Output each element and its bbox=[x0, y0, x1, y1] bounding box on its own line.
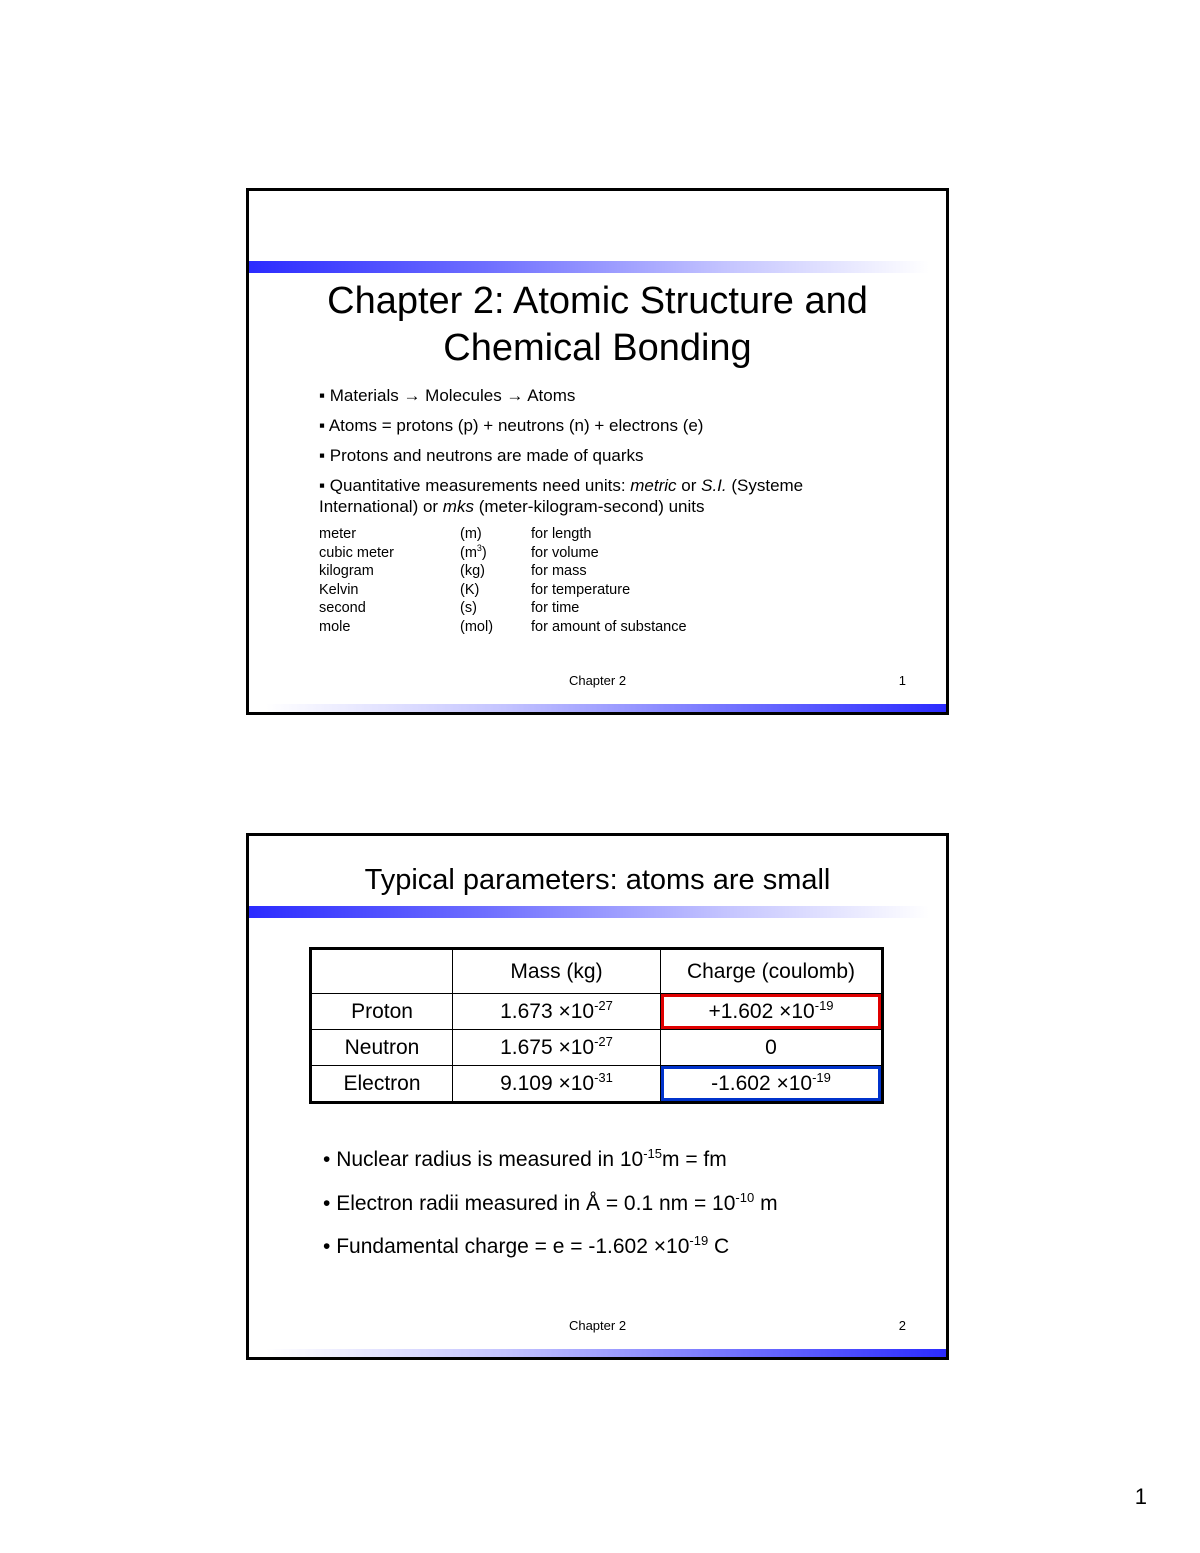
mass-cell bbox=[453, 1030, 661, 1066]
slide-1-footer: Chapter 2 bbox=[568, 673, 627, 688]
bullet-mark: • bbox=[323, 1235, 331, 1258]
bullet-exponent: -15 bbox=[643, 1146, 662, 1161]
bullet-item bbox=[323, 1148, 778, 1192]
mass-exponent: -27 bbox=[594, 1033, 613, 1049]
bullet-text: International) or bbox=[319, 497, 443, 516]
unit-name: cubic meter bbox=[319, 544, 394, 561]
charge-value: -1.602 ×10 bbox=[711, 1071, 813, 1095]
bullet-text: (Systeme bbox=[726, 476, 804, 495]
particle-name: Proton bbox=[311, 994, 453, 1030]
unit-symbol-end: ) bbox=[481, 544, 487, 561]
units-row bbox=[319, 562, 687, 581]
unit-symbol: (kg) bbox=[460, 563, 485, 580]
table-header-cell bbox=[311, 949, 453, 994]
bullet-text: Electron radii measured in Å = 0.1 nm = 10 bbox=[336, 1191, 736, 1215]
particle-parameters-table bbox=[309, 947, 884, 1104]
unit-use: for length bbox=[531, 526, 592, 542]
slide-2-footer: Chapter 2 bbox=[568, 1318, 627, 1333]
metric-term: metric bbox=[630, 476, 677, 495]
unit-use: for time bbox=[531, 600, 580, 617]
table-header-cell: Mass (kg) bbox=[453, 949, 661, 994]
table-header-cell: Charge (coulomb) bbox=[661, 949, 883, 994]
charge-cell-highlighted-red bbox=[661, 994, 883, 1030]
charge-exponent: -19 bbox=[812, 1069, 831, 1085]
slide-2-title: Typical parameters: atoms are small bbox=[364, 864, 831, 896]
table-row bbox=[311, 994, 883, 1030]
particle-name: Electron bbox=[311, 1066, 453, 1103]
bullet-text: m = fm bbox=[662, 1148, 727, 1171]
units-row bbox=[319, 581, 687, 600]
unit-name: kilogram bbox=[319, 563, 374, 580]
slide-2-page-number: 2 bbox=[898, 1318, 906, 1333]
unit-name: Kelvin bbox=[319, 581, 359, 598]
bullet-text: Nuclear radius is measured in 10 bbox=[336, 1148, 644, 1171]
slide-2-bottom-gradient-bar bbox=[266, 1349, 946, 1357]
charge-exponent: -19 bbox=[814, 997, 834, 1013]
bullet-mark: • bbox=[323, 1148, 331, 1171]
mass-value: 1.673 ×10 bbox=[500, 999, 595, 1023]
slide-1-title bbox=[249, 278, 946, 372]
table-row bbox=[311, 1030, 883, 1066]
unit-symbol: (K) bbox=[460, 581, 480, 598]
units-row bbox=[319, 544, 687, 563]
slide-2-top-gradient-bar bbox=[249, 906, 929, 918]
bullet-text: Materials → Molecules → Atoms bbox=[329, 386, 576, 405]
unit-symbol: (m) bbox=[460, 526, 482, 542]
unit-symbol-base: (m bbox=[460, 544, 477, 561]
units-row bbox=[319, 525, 687, 544]
bullet-text: Quantitative measurements need units: bbox=[329, 476, 631, 495]
mass-exponent: -27 bbox=[594, 997, 613, 1013]
mks-term: mks bbox=[442, 497, 474, 516]
slide-1-title-line-2: Chemical Bonding bbox=[443, 327, 752, 369]
bullet-mark: ▪ bbox=[319, 446, 326, 465]
table-header-row bbox=[311, 949, 883, 994]
bullet-text: C bbox=[708, 1235, 730, 1258]
unit-use: for temperature bbox=[531, 581, 631, 598]
units-row bbox=[319, 618, 687, 637]
bullet-exponent: -19 bbox=[689, 1233, 709, 1248]
slide-1 bbox=[246, 188, 949, 715]
bullet-item bbox=[323, 1189, 778, 1236]
unit-symbol-exponent: 3 bbox=[476, 542, 482, 553]
charge-value: +1.602 ×10 bbox=[708, 999, 815, 1023]
slide-2 bbox=[246, 833, 949, 1360]
bullet-mark: • bbox=[323, 1191, 331, 1215]
bullet-mark: ▪ bbox=[319, 476, 326, 495]
unit-use: for volume bbox=[531, 544, 599, 561]
bullet-units-line-2 bbox=[319, 496, 926, 517]
charge-value: 0 bbox=[765, 1035, 777, 1059]
bullet-exponent: -10 bbox=[735, 1189, 755, 1205]
bullet-text: Atoms = protons (p) + neutrons (n) + electrons (e) bbox=[328, 416, 704, 435]
mass-value: 1.675 ×10 bbox=[500, 1035, 595, 1059]
bullet-item bbox=[319, 385, 926, 406]
bullet-text: m bbox=[754, 1191, 778, 1215]
mass-value: 9.109 ×10 bbox=[500, 1071, 595, 1095]
slide-1-bottom-gradient-bar bbox=[266, 704, 946, 712]
mass-cell bbox=[453, 1066, 661, 1103]
bullet-item bbox=[319, 445, 926, 466]
bullet-units-line-1 bbox=[319, 475, 926, 496]
table-row bbox=[311, 1066, 883, 1103]
unit-use: for amount of substance bbox=[531, 618, 687, 635]
bullet-mark: ▪ bbox=[319, 416, 326, 435]
charge-cell bbox=[661, 1030, 883, 1066]
bullet-item-units bbox=[319, 475, 926, 517]
bullet-text: Protons and neutrons are made of quarks bbox=[329, 446, 644, 465]
slide-2-bullet-list bbox=[323, 1148, 778, 1279]
unit-symbol: (s) bbox=[460, 600, 477, 617]
bullet-text: or bbox=[676, 476, 702, 495]
bullet-text: (meter-kilogram-second) units bbox=[473, 497, 705, 516]
unit-symbol bbox=[460, 544, 531, 563]
bullet-item bbox=[323, 1235, 778, 1279]
slide-1-title-line-1: Chapter 2: Atomic Structure and bbox=[327, 280, 868, 322]
unit-symbol: (mol) bbox=[460, 618, 494, 635]
bullet-item bbox=[319, 415, 926, 436]
si-term: S.I. bbox=[701, 476, 727, 495]
particle-name: Neutron bbox=[311, 1030, 453, 1066]
bullet-mark: ▪ bbox=[319, 386, 326, 405]
unit-name: meter bbox=[319, 526, 357, 542]
unit-name: second bbox=[319, 600, 366, 617]
units-table bbox=[319, 525, 687, 637]
document-page-number: 1 bbox=[1134, 1484, 1147, 1509]
slide-1-bullet-list bbox=[319, 385, 926, 517]
slide-1-top-gradient-bar bbox=[249, 261, 929, 273]
charge-cell-highlighted-blue bbox=[661, 1066, 883, 1103]
mass-exponent: -31 bbox=[594, 1069, 613, 1085]
unit-use: for mass bbox=[531, 563, 587, 580]
unit-name: mole bbox=[319, 618, 351, 635]
units-row bbox=[319, 599, 687, 618]
bullet-text: Fundamental charge = e = -1.602 ×10 bbox=[336, 1235, 690, 1258]
slide-1-page-number: 1 bbox=[898, 673, 906, 688]
mass-cell bbox=[453, 994, 661, 1030]
